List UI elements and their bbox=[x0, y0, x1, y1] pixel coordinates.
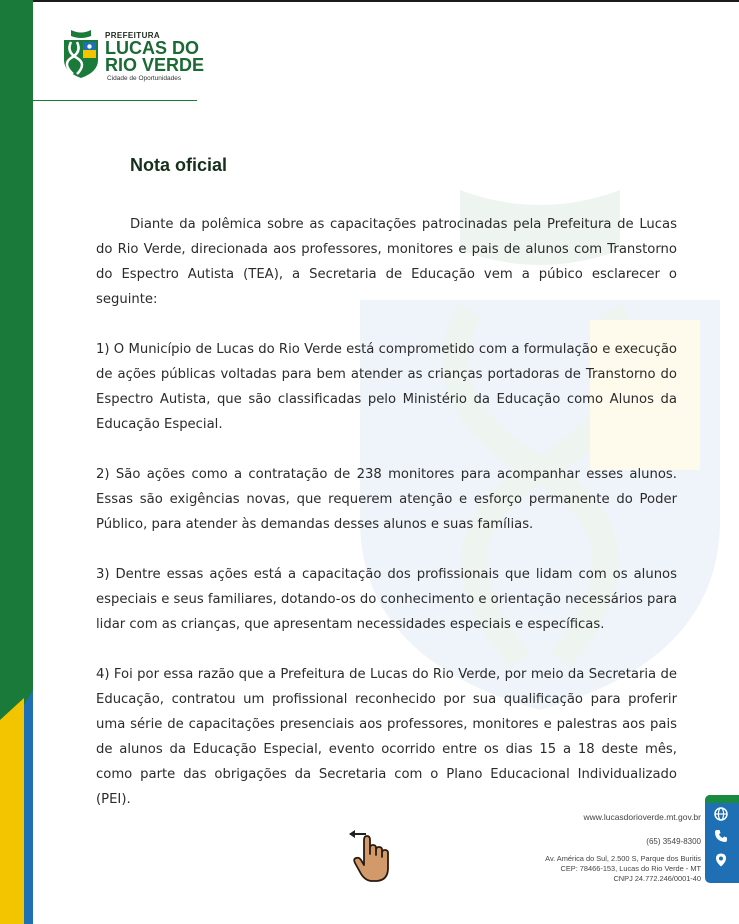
footer-address-line1: Av. América do Sul, 2.500 S, Parque dos Buritis bbox=[545, 854, 701, 863]
logo-tagline: Cidade de Oportunidades bbox=[107, 75, 182, 82]
paragraph-intro: Diante da polêmica sobre as capacitações patrocinadas pela Prefeitura de Lucas do Rio Verde, direcionada aos professores, monitores e pais de alunos com Transtorno do Espectro Autista (TEA), a Secretaria de Educação vem a púbico esclarecer o seguinte: bbox=[96, 217, 677, 307]
footer-address-line2: CEP: 78466-153, Lucas do Rio Verde - MT bbox=[560, 864, 701, 873]
left-blue-cap bbox=[24, 690, 33, 705]
footer-address bbox=[545, 854, 701, 884]
footer-website: www.lucasdorioverde.mt.gov.br bbox=[583, 812, 701, 822]
page-title: Nota oficial bbox=[130, 155, 228, 175]
location-pin-icon bbox=[714, 853, 728, 867]
header-divider bbox=[33, 100, 197, 101]
phone-icon bbox=[714, 829, 728, 843]
contact-tab-accent bbox=[705, 795, 739, 803]
left-yellow-stripe bbox=[0, 720, 24, 924]
left-yellow-cap bbox=[0, 698, 24, 720]
footer-phone: (65) 3549-8300 bbox=[646, 837, 701, 846]
contact-icons-tab bbox=[705, 795, 739, 883]
globe-icon bbox=[714, 807, 728, 821]
paragraph-2: 2) São ações como a contratação de 238 monitores para acompanhar esses alunos. Essas são exigências novas, que requerem atenção e esforço permanente do Poder Público, para atender às demandas desses alunos e suas famílias. bbox=[96, 467, 677, 532]
swipe-hand-icon bbox=[346, 826, 394, 884]
paragraph-1: 1) O Município de Lucas do Rio Verde está comprometido com a formulação e execução de ações públicas voltadas para bem atender as crianças portadoras de Transtorno do Espectro Autista, que são classificadas pelo Ministério da Educação como Alunos da Educação Especial. bbox=[96, 342, 677, 432]
logo-name-line1: LUCAS DO bbox=[105, 38, 199, 58]
paragraph-4: 4) Foi por essa razão que a Prefeitura de Lucas do Rio Verde, por meio da Secretaria de Educação, contratou um profissional reconhecido por sua qualificação para proferir uma série de capacitações presenciais aos professores, monitores e palestras aos pais de alunos da Educação Especial, evento ocorrido entre os dias 15 a 18 deste mês, como parte das obrigações da Secretaria com o Plano Educacional Individualizado (PEI). bbox=[96, 667, 677, 807]
note-body bbox=[96, 212, 677, 837]
prefeitura-logo bbox=[63, 30, 204, 83]
logo-name-line2: RIO VERDE bbox=[105, 55, 205, 75]
coat-of-arms-icon bbox=[63, 30, 99, 78]
paragraph-3: 3) Dentre essas ações está a capacitação dos profissionais que lidam com os alunos especiais e seus familiares, dotando-os do conhecimento e orientação necessários para lidar com as crianças, que apresentam necessidades especiais e específicas. bbox=[96, 567, 677, 632]
contact-footer bbox=[545, 812, 701, 884]
logo-prefeitura: PREFEITURA bbox=[105, 31, 161, 40]
left-blue-stripe bbox=[24, 705, 33, 924]
footer-cnpj: CNPJ 24.772.246/0001-40 bbox=[613, 874, 701, 883]
top-border bbox=[0, 0, 739, 2]
